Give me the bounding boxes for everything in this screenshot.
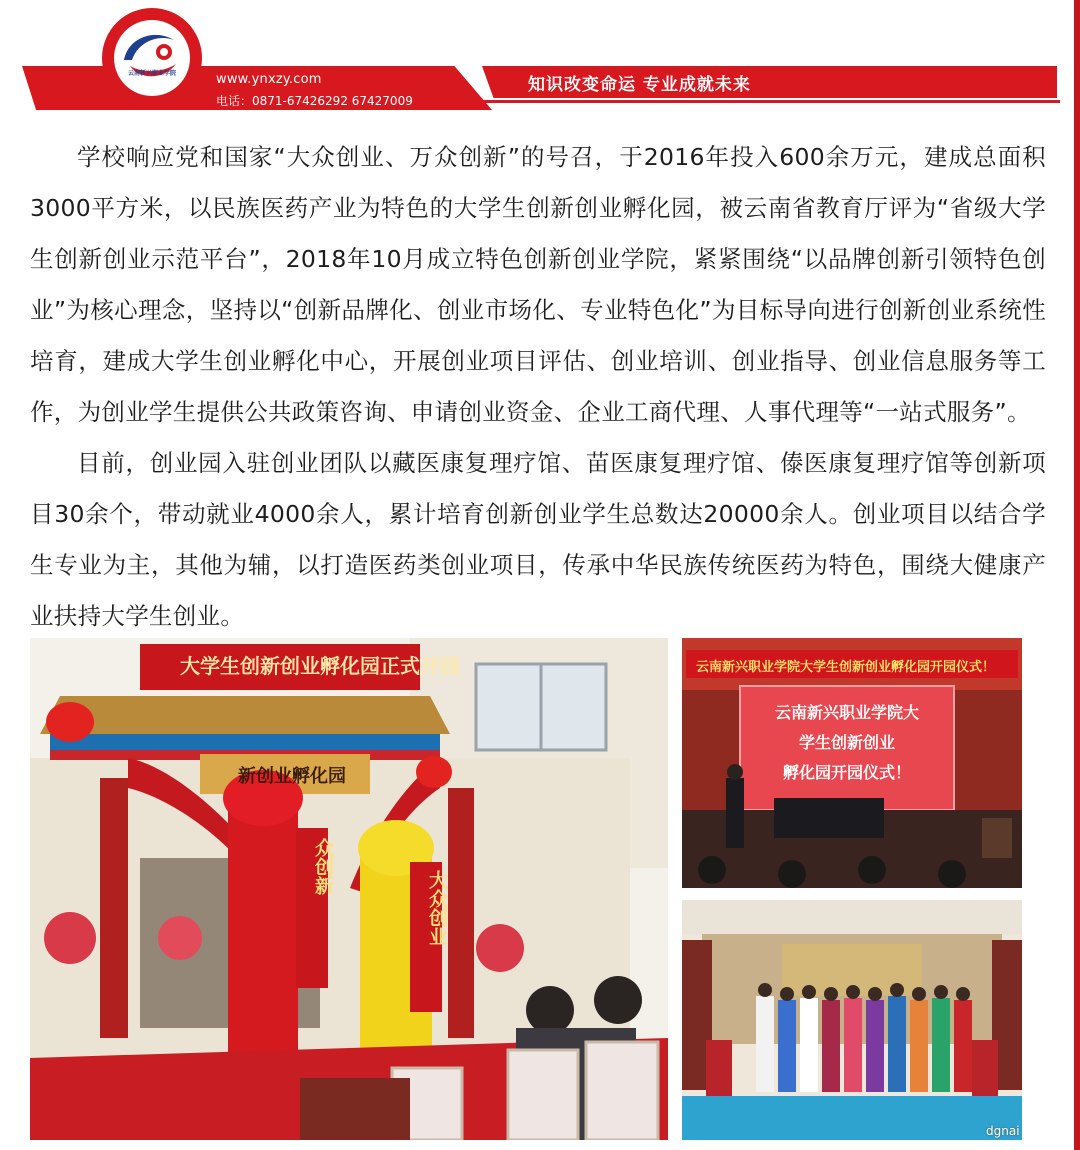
ceremony-screen-line-3: 孵化园开园仪式！ — [782, 763, 911, 782]
header-slogan: 知识改变命运 专业成就未来 — [528, 75, 751, 95]
page-header — [0, 0, 1080, 130]
college-logo-emblem — [114, 20, 190, 96]
logo-swoosh-icon — [114, 20, 190, 96]
gate-plaque-text: 新创业孵化园 — [238, 766, 346, 787]
logo-college-name: 云南新兴职业学院 — [127, 70, 176, 77]
gate-scene-illustration — [30, 638, 668, 1140]
performers-scene-illustration — [682, 900, 1022, 1140]
article-body — [30, 132, 1046, 642]
header-rule — [470, 100, 1060, 103]
article-paragraph-1: 学校响应党和国家“大众创业、万众创新”的号召，于2016年投入600余万元，建成总面积3000平方米，以民族医药产业为特色的大学生创新创业孵化园，被云南省教育厅评为“省级大学生创新创业示范平台”，2018年10月成立特色创新创业学院，紧紧围绕“以品牌创新引领特色创业”为核心理念，坚持以“创新品牌化、创业市场化、专业特色化”为目标导向进行创新创业系统性培育，建成大学生创业孵化中心，开展创业项目评估、创业培训、创业指导、创业信息服务等工作，为创业学生提供公共政策咨询、申请创业资金、企业工商代理、人事代理等“一站式服务”。 — [30, 143, 1046, 426]
lion-banner-text-1: 众创新 — [312, 838, 334, 895]
ceremony-banner-text: 云南新兴职业学院大学生创新创业孵化园开园仪式！ — [696, 660, 996, 675]
ceremony-screen-line-1: 云南新兴职业学院大 — [774, 703, 919, 722]
contact-phone: 电话：0871-67426292 67427009 — [216, 94, 413, 108]
article-paragraph-2: 目前，创业园入驻创业团队以藏医康复理疗馆、苗医康复理疗馆、傣医康复理疗馆等创新项目30余个，带动就业4000余人，累计培育创新创业学生总数达20000余人。创业项目以结合学生专业为主，其他为辅，以打造医药类创业项目，传承中华民族传统医药为特色，围绕大健康产业扶持大学生创业。 — [30, 449, 1046, 630]
gate-banner-text: 大学生创新创业孵化园正式开园 — [180, 654, 460, 678]
photo-opening-gate — [30, 638, 668, 1140]
site-url: www.ynxzy.com — [216, 72, 322, 87]
lion-banner-text-2: 大众创业 — [426, 870, 448, 946]
photo-opening-ceremony — [682, 638, 1022, 888]
page-edge-strip — [1074, 0, 1080, 1150]
watermark: dgnai — [986, 1124, 1020, 1138]
photo-ethnic-performers — [682, 900, 1022, 1140]
ceremony-screen-line-2: 学生创新创业 — [798, 733, 895, 752]
